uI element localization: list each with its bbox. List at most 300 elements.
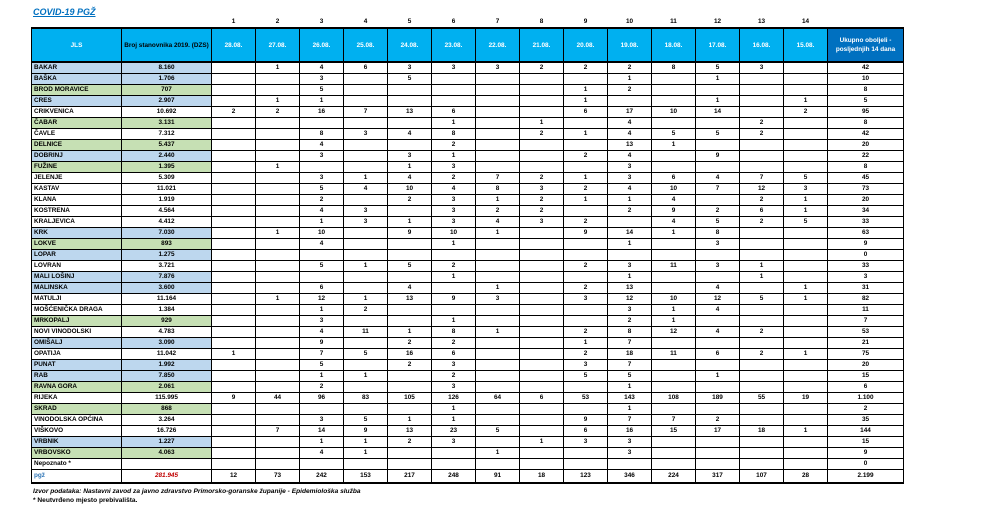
row-day-value (476, 85, 520, 96)
row-day-value (696, 316, 740, 327)
row-population: 4.412 (122, 217, 212, 228)
row-day-value (388, 250, 432, 261)
row-day-value (212, 118, 256, 129)
row-day-value (520, 151, 564, 162)
row-day-value (256, 382, 300, 393)
row-day-value: 2 (696, 415, 740, 426)
row-day-value (432, 448, 476, 459)
row-total: 8 (828, 118, 904, 129)
row-day-value: 6 (344, 62, 388, 74)
header-date: 26.08. (300, 28, 344, 62)
summary-label: pgž (32, 470, 122, 483)
row-day-value: 1 (564, 129, 608, 140)
row-day-value (652, 448, 696, 459)
row-day-value (476, 107, 520, 118)
row-day-value: 5 (300, 85, 344, 96)
row-day-value: 3 (696, 239, 740, 250)
row-day-value (564, 316, 608, 327)
header-date: 20.08. (564, 28, 608, 62)
row-total: 8 (828, 162, 904, 173)
row-day-value (344, 151, 388, 162)
row-day-value (740, 96, 784, 107)
summary-day-total: 248 (432, 470, 476, 483)
header-date: 22.08. (476, 28, 520, 62)
row-day-value (344, 404, 388, 415)
row-day-value (212, 62, 256, 74)
header-date: 19.08. (608, 28, 652, 62)
row-day-value: 3 (432, 195, 476, 206)
row-day-value (520, 140, 564, 151)
row-day-value (212, 272, 256, 283)
row-population: 707 (122, 85, 212, 96)
row-day-value (256, 74, 300, 85)
row-day-value: 2 (696, 206, 740, 217)
row-day-value (344, 162, 388, 173)
row-population: 11.042 (122, 349, 212, 360)
row-day-value (212, 360, 256, 371)
row-day-value: 3 (300, 151, 344, 162)
row-day-value (476, 360, 520, 371)
row-population: 1.275 (122, 250, 212, 261)
table-row (32, 437, 904, 448)
row-day-value: 1 (784, 206, 828, 217)
row-day-value: 4 (696, 283, 740, 294)
row-day-value (740, 140, 784, 151)
summary-day-total: 153 (344, 470, 388, 483)
header-date: 25.08. (344, 28, 388, 62)
row-day-value (740, 239, 784, 250)
row-day-value (388, 140, 432, 151)
row-day-value (344, 96, 388, 107)
row-day-value (212, 283, 256, 294)
row-day-value (740, 85, 784, 96)
row-day-value: 3 (344, 206, 388, 217)
row-population: 7.030 (122, 228, 212, 239)
row-day-value (256, 283, 300, 294)
row-day-value: 7 (740, 173, 784, 184)
row-total: 95 (828, 107, 904, 118)
row-day-value: 2 (740, 349, 784, 360)
row-day-value: 4 (432, 184, 476, 195)
row-day-value (740, 404, 784, 415)
row-day-value (652, 459, 696, 470)
row-day-value (740, 448, 784, 459)
table-row (32, 184, 904, 195)
row-day-value: 3 (432, 360, 476, 371)
row-day-value (784, 437, 828, 448)
row-day-value: 7 (476, 173, 520, 184)
row-day-value (520, 327, 564, 338)
row-day-value (300, 272, 344, 283)
row-day-value (520, 338, 564, 349)
row-day-value: 7 (652, 415, 696, 426)
row-day-value: 1 (476, 448, 520, 459)
row-day-value (300, 162, 344, 173)
row-population: 8.160 (122, 62, 212, 74)
row-day-value (696, 382, 740, 393)
row-day-value (652, 85, 696, 96)
row-day-value: 1 (344, 261, 388, 272)
row-day-value: 5 (784, 173, 828, 184)
row-day-value (696, 195, 740, 206)
row-day-value: 3 (388, 151, 432, 162)
row-total: 9 (828, 448, 904, 459)
row-day-value: 2 (564, 261, 608, 272)
row-population: 1.227 (122, 437, 212, 448)
row-municipality: MATULJI (32, 294, 122, 305)
row-day-value: 126 (432, 393, 476, 404)
row-day-value: 2 (388, 338, 432, 349)
row-day-value (476, 437, 520, 448)
row-day-value: 2 (300, 195, 344, 206)
row-day-value (344, 85, 388, 96)
row-day-value: 108 (652, 393, 696, 404)
row-day-value (784, 338, 828, 349)
row-day-value: 4 (608, 118, 652, 129)
row-day-value (740, 459, 784, 470)
row-day-value: 8 (300, 129, 344, 140)
row-total: 20 (828, 195, 904, 206)
row-day-value (388, 459, 432, 470)
row-day-value (256, 151, 300, 162)
row-population: 4.783 (122, 327, 212, 338)
row-day-value: 1 (432, 118, 476, 129)
row-day-value (432, 96, 476, 107)
row-day-value: 15 (652, 426, 696, 437)
row-day-value: 1 (300, 305, 344, 316)
row-day-value (564, 448, 608, 459)
row-day-value (784, 129, 828, 140)
row-day-value (476, 250, 520, 261)
row-day-value (256, 305, 300, 316)
row-day-value (520, 415, 564, 426)
row-day-value (520, 371, 564, 382)
row-day-value (388, 305, 432, 316)
row-municipality: RAVNA GORA (32, 382, 122, 393)
row-day-value: 44 (256, 393, 300, 404)
row-municipality: ČAVLE (32, 129, 122, 140)
row-day-value (740, 250, 784, 261)
row-day-value (300, 404, 344, 415)
row-municipality: OPATIJA (32, 349, 122, 360)
row-day-value (608, 250, 652, 261)
header-date: 15.08. (784, 28, 828, 62)
row-day-value: 2 (432, 173, 476, 184)
column-number: 7 (495, 17, 500, 25)
row-day-value (784, 360, 828, 371)
table-row (32, 118, 904, 129)
summary-grand-total: 2.199 (828, 470, 904, 483)
row-day-value: 11 (652, 349, 696, 360)
column-number: 8 (539, 17, 544, 25)
table-row (32, 206, 904, 217)
row-day-value (784, 261, 828, 272)
row-day-value: 1 (652, 316, 696, 327)
row-day-value: 17 (696, 426, 740, 437)
row-municipality: SKRAD (32, 404, 122, 415)
row-day-value (476, 459, 520, 470)
row-day-value (520, 250, 564, 261)
row-day-value (212, 96, 256, 107)
row-total: 5 (828, 96, 904, 107)
row-day-value: 1 (344, 371, 388, 382)
row-day-value (520, 261, 564, 272)
row-day-value: 6 (652, 173, 696, 184)
header-date: 27.08. (256, 28, 300, 62)
row-day-value: 5 (344, 349, 388, 360)
row-day-value: 2 (388, 437, 432, 448)
row-day-value: 8 (696, 228, 740, 239)
row-day-value: 3 (696, 261, 740, 272)
row-day-value (740, 107, 784, 118)
row-day-value: 6 (740, 206, 784, 217)
column-number: 9 (583, 17, 588, 25)
row-day-value: 2 (564, 327, 608, 338)
row-day-value: 9 (432, 294, 476, 305)
row-day-value: 4 (652, 195, 696, 206)
row-day-value: 5 (696, 217, 740, 228)
row-day-value: 5 (300, 261, 344, 272)
row-day-value: 83 (344, 393, 388, 404)
column-number: 14 (801, 17, 810, 25)
summary-day-total: 91 (476, 470, 520, 483)
row-day-value (212, 85, 256, 96)
row-day-value (740, 228, 784, 239)
row-day-value: 3 (476, 294, 520, 305)
row-day-value: 1 (256, 162, 300, 173)
row-day-value (256, 195, 300, 206)
row-population: 11.164 (122, 294, 212, 305)
row-population: 3.721 (122, 261, 212, 272)
row-day-value (212, 250, 256, 261)
row-day-value: 3 (608, 448, 652, 459)
row-day-value (696, 118, 740, 129)
header-date: 16.08. (740, 28, 784, 62)
row-day-value: 7 (608, 360, 652, 371)
row-day-value: 1 (476, 195, 520, 206)
row-day-value (432, 85, 476, 96)
row-day-value: 1 (476, 228, 520, 239)
row-day-value (256, 261, 300, 272)
row-day-value: 1 (652, 140, 696, 151)
row-population: 10.692 (122, 107, 212, 118)
row-day-value: 1 (300, 437, 344, 448)
row-day-value: 5 (388, 74, 432, 85)
row-population: 1.395 (122, 162, 212, 173)
row-day-value: 1 (784, 195, 828, 206)
row-day-value (300, 118, 344, 129)
row-day-value (520, 294, 564, 305)
row-day-value (740, 437, 784, 448)
row-day-value (256, 371, 300, 382)
row-day-value: 2 (388, 195, 432, 206)
row-population: 3.600 (122, 283, 212, 294)
table-row (32, 360, 904, 371)
row-day-value (784, 415, 828, 426)
row-municipality: KLANA (32, 195, 122, 206)
row-day-value: 1 (432, 316, 476, 327)
row-day-value: 2 (520, 195, 564, 206)
row-day-value: 7 (608, 338, 652, 349)
row-total: 20 (828, 360, 904, 371)
row-day-value: 4 (300, 239, 344, 250)
row-day-value: 2 (608, 62, 652, 74)
row-total: 1.100 (828, 393, 904, 404)
row-total: 0 (828, 250, 904, 261)
row-day-value (344, 316, 388, 327)
row-day-value: 2 (740, 195, 784, 206)
row-day-value (696, 437, 740, 448)
row-day-value (212, 162, 256, 173)
row-day-value (696, 360, 740, 371)
row-day-value: 1 (696, 371, 740, 382)
row-day-value: 1 (256, 96, 300, 107)
row-day-value: 19 (784, 393, 828, 404)
summary-day-total: 242 (300, 470, 344, 483)
row-municipality: VRBNIK (32, 437, 122, 448)
row-day-value: 1 (520, 437, 564, 448)
row-day-value: 16 (388, 349, 432, 360)
row-day-value (476, 382, 520, 393)
row-day-value: 1 (564, 173, 608, 184)
row-day-value (212, 129, 256, 140)
row-day-value (344, 338, 388, 349)
row-day-value (344, 459, 388, 470)
row-day-value (564, 74, 608, 85)
row-day-value: 3 (344, 217, 388, 228)
row-municipality: BAŠKA (32, 74, 122, 85)
table-row (32, 272, 904, 283)
row-day-value: 8 (432, 129, 476, 140)
row-day-value: 6 (564, 107, 608, 118)
row-day-value: 9 (388, 228, 432, 239)
row-day-value: 1 (300, 217, 344, 228)
row-total: 63 (828, 228, 904, 239)
row-day-value (784, 316, 828, 327)
row-municipality: MOŠĆENIČKA DRAGA (32, 305, 122, 316)
row-day-value (256, 459, 300, 470)
row-day-value: 4 (300, 448, 344, 459)
row-day-value (256, 349, 300, 360)
row-day-value: 1 (564, 338, 608, 349)
row-day-value (344, 74, 388, 85)
row-day-value (212, 448, 256, 459)
row-day-value: 3 (564, 294, 608, 305)
row-day-value (520, 349, 564, 360)
row-day-value: 1 (608, 195, 652, 206)
row-day-value: 4 (476, 217, 520, 228)
row-day-value (432, 283, 476, 294)
blank-cell (828, 16, 904, 28)
row-day-value: 1 (300, 371, 344, 382)
row-day-value: 6 (696, 349, 740, 360)
row-day-value (520, 107, 564, 118)
row-municipality: PUNAT (32, 360, 122, 371)
row-day-value: 4 (300, 140, 344, 151)
row-day-value: 1 (432, 239, 476, 250)
row-day-value: 1 (432, 404, 476, 415)
row-day-value: 9 (212, 393, 256, 404)
row-day-value (784, 448, 828, 459)
row-day-value: 1 (652, 228, 696, 239)
row-total: 75 (828, 349, 904, 360)
row-day-value (520, 272, 564, 283)
row-municipality: JELENJE (32, 173, 122, 184)
row-day-value: 10 (432, 228, 476, 239)
row-day-value: 2 (432, 140, 476, 151)
row-day-value: 1 (784, 294, 828, 305)
row-day-value (740, 316, 784, 327)
summary-day-total: 73 (256, 470, 300, 483)
row-day-value: 4 (388, 283, 432, 294)
row-population: 7.850 (122, 371, 212, 382)
row-day-value (212, 217, 256, 228)
row-population: 7.312 (122, 129, 212, 140)
row-total: 34 (828, 206, 904, 217)
row-day-value (740, 283, 784, 294)
row-day-value: 11 (344, 327, 388, 338)
row-day-value (256, 239, 300, 250)
row-day-value (520, 239, 564, 250)
row-day-value (256, 184, 300, 195)
row-day-value (520, 448, 564, 459)
row-total: 15 (828, 371, 904, 382)
row-day-value (784, 162, 828, 173)
row-total: 53 (828, 327, 904, 338)
row-municipality: VINODOLSKA OPĆINA (32, 415, 122, 426)
row-day-value: 5 (740, 294, 784, 305)
row-total: 3 (828, 272, 904, 283)
row-municipality: KRALJEVICA (32, 217, 122, 228)
row-day-value (476, 338, 520, 349)
row-day-value: 1 (608, 272, 652, 283)
row-day-value (608, 96, 652, 107)
row-day-value: 2 (740, 327, 784, 338)
table-row (32, 415, 904, 426)
row-day-value: 16 (608, 426, 652, 437)
row-population: 929 (122, 316, 212, 327)
table-row (32, 239, 904, 250)
row-day-value: 16 (300, 107, 344, 118)
header-date: 23.08. (432, 28, 476, 62)
row-day-value: 13 (388, 294, 432, 305)
table-row (32, 338, 904, 349)
row-day-value (476, 140, 520, 151)
row-day-value (300, 250, 344, 261)
header-date: 17.08. (696, 28, 740, 62)
row-total: 42 (828, 62, 904, 74)
row-municipality: DELNICE (32, 140, 122, 151)
row-day-value (256, 360, 300, 371)
row-day-value: 4 (388, 129, 432, 140)
column-number: 1 (231, 17, 236, 25)
row-day-value (388, 206, 432, 217)
row-day-value (212, 294, 256, 305)
row-day-value (564, 239, 608, 250)
row-day-value: 4 (388, 173, 432, 184)
row-day-value (784, 459, 828, 470)
header-row (32, 28, 904, 62)
row-day-value (696, 459, 740, 470)
row-day-value (344, 283, 388, 294)
row-total: 20 (828, 140, 904, 151)
row-day-value: 1 (300, 96, 344, 107)
row-day-value: 2 (564, 184, 608, 195)
row-total: 45 (828, 173, 904, 184)
row-day-value (652, 338, 696, 349)
row-municipality: BROD MORAVICE (32, 85, 122, 96)
row-day-value: 2 (212, 107, 256, 118)
